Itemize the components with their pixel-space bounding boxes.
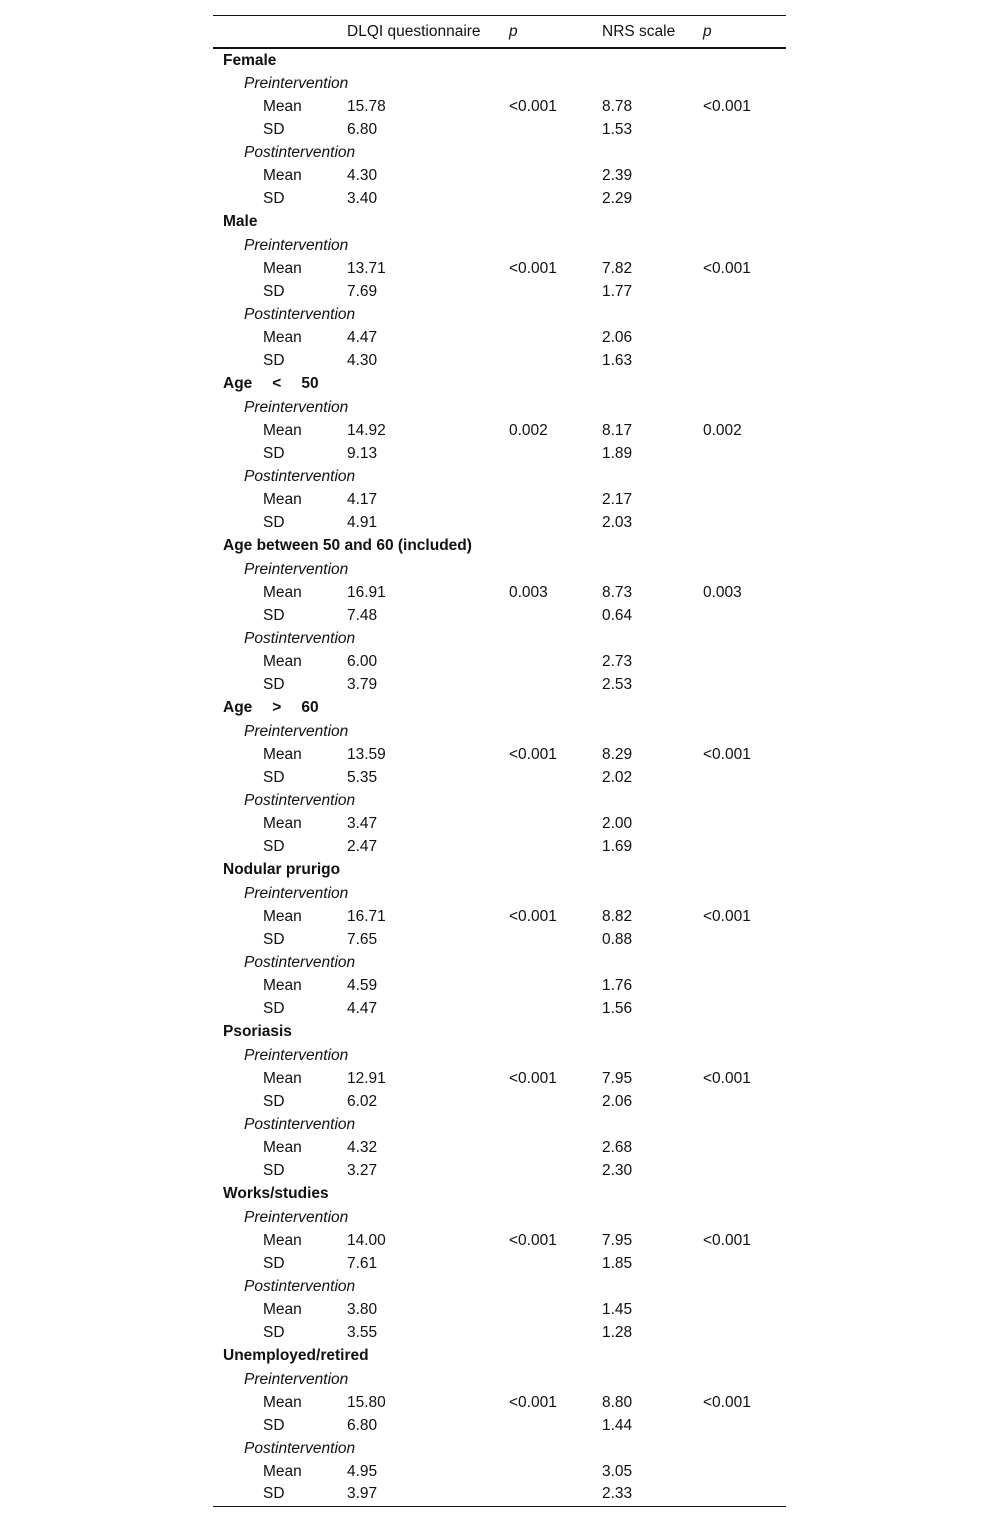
table-header-row [213,16,786,49]
dlqi-p-value [509,1090,602,1113]
dlqi-value: 7.61 [347,1254,378,1272]
dlqi-p-value [509,1321,602,1344]
stat-label: Mean [263,583,302,601]
nrs-p-value: <0.001 [703,97,751,115]
dlqi-value: 6.80 [347,120,378,138]
nrs-value: 2.06 [602,328,633,346]
stat-label: Mean [263,166,302,184]
nrs-value: 1.85 [602,1254,633,1272]
table-row [213,95,786,118]
dlqi-p-value: <0.001 [509,1069,557,1087]
phase-row [213,396,786,419]
dlqi-value: 4.32 [347,1138,378,1156]
phase-row [213,1275,786,1298]
stat-label: Mean [263,1231,302,1249]
phase-label: Postintervention [244,1115,356,1133]
dlqi-p-value [509,511,602,534]
nrs-value: 8.82 [602,907,633,925]
nrs-value: 1.77 [602,282,633,300]
group-label [213,372,786,396]
dlqi-p-value: 0.002 [509,421,548,439]
group-row [213,1020,786,1044]
group-label-part: Age [223,375,253,392]
nrs-p-value [703,1414,786,1437]
table-row [213,419,786,442]
stat-label: SD [263,1092,285,1110]
dlqi-value: 4.30 [347,351,378,369]
dlqi-p-value [509,1298,602,1321]
nrs-value: 0.88 [602,930,633,948]
dlqi-value: 14.00 [347,1231,386,1249]
nrs-p-value: <0.001 [703,259,751,277]
dlqi-value: 6.00 [347,652,378,670]
dlqi-value: 3.27 [347,1161,378,1179]
nrs-p-value: <0.001 [703,1393,751,1411]
table-row [213,280,786,303]
stat-label: SD [263,351,285,369]
phase-label: Postintervention [244,1439,356,1457]
group-row [213,210,786,234]
phase-label: Preintervention [244,236,349,254]
dlqi-value: 15.80 [347,1393,386,1411]
group-label: Unemployed/retired [223,1347,369,1364]
nrs-p-value: <0.001 [703,1069,751,1087]
nrs-p-value [703,1159,786,1182]
nrs-value: 2.03 [602,513,633,531]
nrs-p-value [703,673,786,696]
table-row [213,812,786,835]
stat-label: SD [213,1483,347,1506]
dlqi-value: 3.40 [347,189,378,207]
group-row [213,534,786,558]
dlqi-p-value [509,928,602,951]
header-p-dlqi: p [509,22,518,40]
stat-label: Mean [263,259,302,277]
nrs-value: 2.53 [602,675,633,693]
phase-row [213,1437,786,1460]
nrs-value: 8.78 [602,97,633,115]
header-blank [213,16,347,49]
group-label: Nodular prurigo [223,861,341,878]
dlqi-value: 13.71 [347,259,386,277]
table-row [213,326,786,349]
table-row [213,1136,786,1159]
nrs-p-value: <0.001 [703,907,751,925]
table-row [213,1298,786,1321]
phase-row [213,720,786,743]
dlqi-p-value [509,812,602,835]
phase-row [213,1368,786,1391]
table-row [213,257,786,280]
dlqi-p-value [509,118,602,141]
nrs-value: 2.17 [602,490,633,508]
nrs-value: 1.44 [602,1416,633,1434]
group-label-part: Age [223,699,253,716]
nrs-value: 0.64 [602,606,633,624]
results-table-container [213,15,786,1507]
stat-label: Mean [263,745,302,763]
stat-label: SD [263,837,285,855]
group-label: Age between 50 and 60 (included) [223,537,472,554]
stat-label: Mean [263,1300,302,1318]
phase-label: Postintervention [244,629,356,647]
dlqi-p-value [509,1252,602,1275]
nrs-p-value [703,1090,786,1113]
nrs-value: 7.95 [602,1069,633,1087]
nrs-p-value [703,164,786,187]
nrs-value: 3.05 [602,1462,633,1480]
nrs-p-value [703,1483,786,1506]
dlqi-p-value [509,1414,602,1437]
nrs-p-value: 0.002 [703,421,742,439]
phase-row [213,234,786,257]
table-row [213,997,786,1020]
phase-row [213,951,786,974]
dlqi-value: 9.13 [347,444,378,462]
phase-label: Postintervention [244,1277,356,1295]
table-row [213,1090,786,1113]
table-row [213,581,786,604]
results-table [213,15,786,1507]
stat-label: Mean [263,421,302,439]
dlqi-p-value [509,835,602,858]
dlqi-value: 12.91 [347,1069,386,1087]
dlqi-value: 16.91 [347,583,386,601]
dlqi-value: 14.92 [347,421,386,439]
stat-label: Mean [263,976,302,994]
dlqi-p-value [509,1136,602,1159]
table-row [213,187,786,210]
phase-label: Preintervention [244,398,349,416]
nrs-value: 8.17 [602,421,633,439]
header-p-nrs: p [703,22,712,40]
nrs-p-value [703,349,786,372]
dlqi-value: 2.47 [347,837,378,855]
nrs-p-value [703,812,786,835]
nrs-p-value [703,650,786,673]
phase-label: Postintervention [244,305,356,323]
dlqi-p-value: <0.001 [509,907,557,925]
group-label: Works/studies [223,1185,329,1202]
table-body [213,48,786,1506]
nrs-value: 2.73 [602,652,633,670]
stat-label: SD [263,606,285,624]
table-row [213,673,786,696]
dlqi-value: 7.48 [347,606,378,624]
phase-row [213,1113,786,1136]
dlqi-p-value [509,1460,602,1483]
table-row [213,442,786,465]
stat-label: Mean [263,814,302,832]
stat-label: Mean [263,652,302,670]
table-row [213,1252,786,1275]
dlqi-p-value [509,326,602,349]
group-label [213,696,786,720]
phase-label: Preintervention [244,1046,349,1064]
phase-row [213,882,786,905]
dlqi-p-value [509,442,602,465]
dlqi-value: 3.47 [347,814,378,832]
nrs-value: 2.30 [602,1161,633,1179]
phase-label: Preintervention [244,1208,349,1226]
dlqi-value: 4.47 [347,328,378,346]
dlqi-value: 5.35 [347,768,378,786]
stat-label: SD [263,444,285,462]
stat-label: Mean [263,907,302,925]
nrs-p-value [703,326,786,349]
nrs-value: 8.73 [602,583,633,601]
nrs-p-value [703,1252,786,1275]
nrs-value: 1.45 [602,1300,633,1318]
table-row [213,743,786,766]
table-row [213,1229,786,1252]
phase-row [213,1206,786,1229]
stat-label: SD [263,999,285,1017]
header-dlqi: DLQI questionnaire [347,22,481,40]
group-label: Female [223,51,277,69]
group-row [213,1344,786,1368]
phase-label: Preintervention [244,884,349,902]
phase-row [213,627,786,650]
nrs-value: 2.29 [602,189,633,207]
dlqi-value: 3.97 [347,1483,509,1506]
group-row [213,858,786,882]
table-row [213,650,786,673]
dlqi-value: 3.55 [347,1323,378,1341]
table-row [213,164,786,187]
table-row [213,511,786,534]
nrs-p-value [703,280,786,303]
nrs-p-value [703,1136,786,1159]
dlqi-value: 15.78 [347,97,386,115]
nrs-value: 2.39 [602,166,633,184]
phase-row [213,141,786,164]
phase-row [213,303,786,326]
dlqi-p-value [509,488,602,511]
dlqi-value: 6.80 [347,1416,378,1434]
group-label: Psoriasis [223,1023,292,1040]
nrs-value: 1.89 [602,444,633,462]
nrs-value: 2.02 [602,768,633,786]
table-row [213,1483,786,1506]
nrs-p-value [703,187,786,210]
stat-label: SD [263,1323,285,1341]
stat-label: SD [263,120,285,138]
stat-label: SD [263,282,285,300]
table-row [213,349,786,372]
table-row [213,1067,786,1090]
dlqi-p-value [509,280,602,303]
phase-label: Preintervention [244,1370,349,1388]
phase-label: Postintervention [244,143,356,161]
nrs-value: 7.82 [602,259,633,277]
stat-label: Mean [263,1393,302,1411]
dlqi-p-value [509,604,602,627]
dlqi-value: 3.79 [347,675,378,693]
dlqi-value: 4.59 [347,976,378,994]
nrs-p-value: <0.001 [703,745,751,763]
dlqi-value: 4.91 [347,513,378,531]
stat-label: SD [263,930,285,948]
nrs-value: 8.29 [602,745,633,763]
nrs-p-value [703,974,786,997]
nrs-value: 2.68 [602,1138,633,1156]
stat-label: Mean [263,328,302,346]
nrs-value: 1.56 [602,999,633,1017]
table-row [213,905,786,928]
nrs-p-value [703,1460,786,1483]
table-row [213,835,786,858]
stat-label: Mean [263,1462,302,1480]
group-label-part: > [272,699,282,716]
dlqi-p-value [509,187,602,210]
table-row [213,1414,786,1437]
stat-label: Mean [263,490,302,508]
dlqi-p-value: <0.001 [509,97,557,115]
stat-label: SD [263,675,285,693]
dlqi-value: 4.30 [347,166,378,184]
table-row [213,974,786,997]
nrs-value: 2.00 [602,814,633,832]
group-label-part: < [272,375,282,392]
group-row [213,372,786,396]
nrs-value: 7.95 [602,1231,633,1249]
phase-label: Preintervention [244,560,349,578]
stat-label: SD [263,1416,285,1434]
dlqi-p-value [509,650,602,673]
phase-row [213,789,786,812]
dlqi-p-value [509,766,602,789]
dlqi-p-value [509,349,602,372]
nrs-value: 1.53 [602,120,633,138]
nrs-p-value [703,118,786,141]
stat-label: SD [263,189,285,207]
stat-label: Mean [263,1138,302,1156]
group-row [213,1182,786,1206]
dlqi-value: 7.65 [347,930,378,948]
dlqi-value: 6.02 [347,1092,378,1110]
nrs-p-value [703,766,786,789]
nrs-value: 2.06 [602,1092,633,1110]
nrs-value: 2.33 [602,1483,703,1506]
dlqi-value: 3.80 [347,1300,378,1318]
nrs-p-value: <0.001 [703,1231,751,1249]
phase-label: Postintervention [244,467,356,485]
nrs-p-value [703,1321,786,1344]
nrs-value: 1.28 [602,1323,633,1341]
nrs-value: 1.63 [602,351,633,369]
nrs-p-value [703,604,786,627]
dlqi-value: 16.71 [347,907,386,925]
nrs-p-value [703,1298,786,1321]
nrs-p-value [703,928,786,951]
phase-label: Postintervention [244,791,356,809]
table-row [213,488,786,511]
phase-label: Preintervention [244,722,349,740]
nrs-p-value [703,511,786,534]
table-row [213,1460,786,1483]
dlqi-p-value [509,974,602,997]
nrs-value: 1.69 [602,837,633,855]
dlqi-p-value [509,164,602,187]
phase-row [213,465,786,488]
table-row [213,1321,786,1344]
header-nrs: NRS scale [602,22,676,40]
dlqi-p-value [509,997,602,1020]
dlqi-p-value: <0.001 [509,1231,557,1249]
stat-label: SD [263,1161,285,1179]
nrs-p-value [703,442,786,465]
group-row [213,48,786,72]
phase-label: Postintervention [244,953,356,971]
phase-row [213,558,786,581]
table-row [213,604,786,627]
dlqi-p-value: 0.003 [509,583,548,601]
stat-label: SD [263,768,285,786]
nrs-value: 1.76 [602,976,633,994]
table-row [213,766,786,789]
nrs-p-value [703,835,786,858]
dlqi-value: 4.47 [347,999,378,1017]
dlqi-value: 4.95 [347,1462,378,1480]
stat-label: SD [263,513,285,531]
dlqi-p-value: <0.001 [509,745,557,763]
stat-label: SD [263,1254,285,1272]
stat-label: Mean [263,97,302,115]
group-label-part: 50 [301,375,319,392]
stat-label: Mean [263,1069,302,1087]
table-row [213,1159,786,1182]
phase-label: Preintervention [244,74,349,92]
group-row [213,696,786,720]
nrs-p-value [703,488,786,511]
dlqi-value: 4.17 [347,490,378,508]
nrs-value: 8.80 [602,1393,633,1411]
group-label: Male [223,213,258,230]
group-label-part: 60 [301,699,319,716]
table-row [213,928,786,951]
table-row [213,1391,786,1414]
dlqi-value: 7.69 [347,282,378,300]
dlqi-p-value: <0.001 [509,259,557,277]
dlqi-p-value [509,1159,602,1182]
nrs-p-value [703,997,786,1020]
nrs-p-value: 0.003 [703,583,742,601]
phase-row [213,1044,786,1067]
dlqi-p-value: <0.001 [509,1393,557,1411]
dlqi-p-value [509,1483,602,1506]
table-row [213,118,786,141]
dlqi-p-value [509,673,602,696]
dlqi-value: 13.59 [347,745,386,763]
phase-row [213,72,786,95]
